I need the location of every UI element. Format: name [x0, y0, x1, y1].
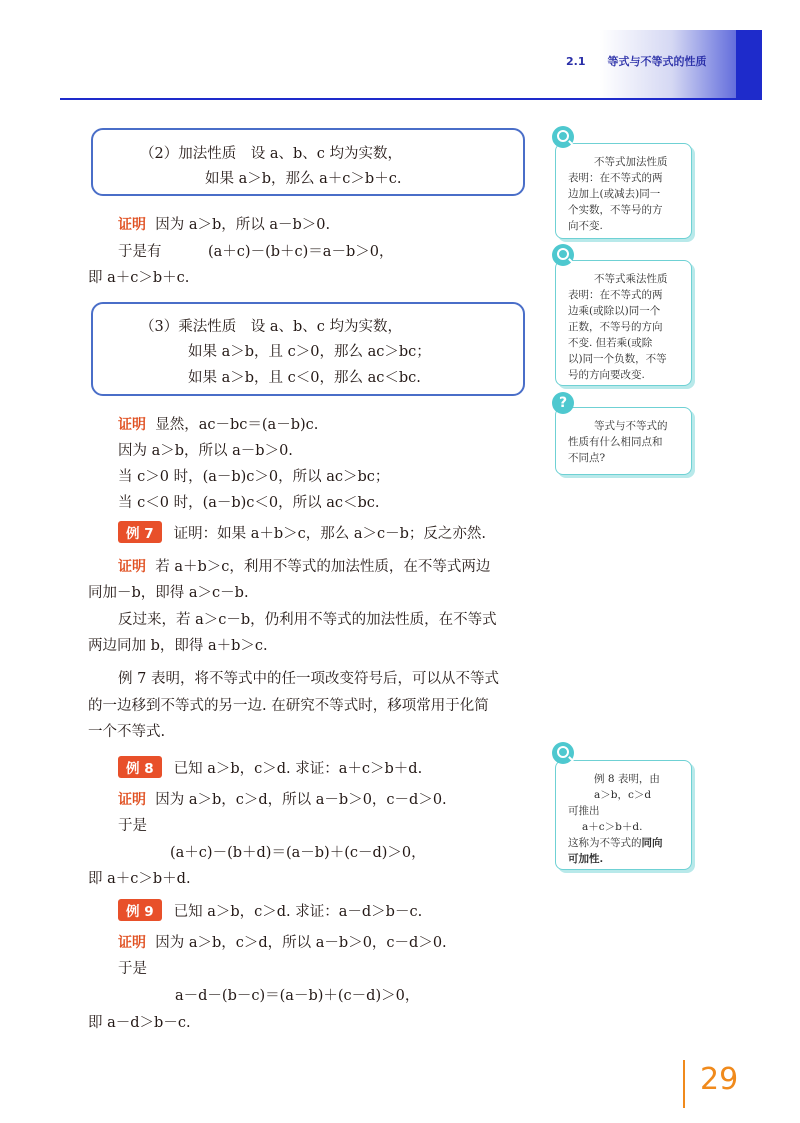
proof-keyword: 证明: [118, 217, 146, 233]
section-number: 2.1: [566, 55, 586, 68]
side-note-multiplication: 不等式乘法性质 表明：在不等式的两 边乘(或除以)同一个 正数，不等号的方向 不变. 但若乘(或除 以)同一个负数，不等 号的方向要改变.: [555, 260, 692, 386]
magnifier-icon: [552, 244, 574, 266]
addition-property-rule: 如果 a＞b，那么 a＋c＞b＋c.: [205, 171, 402, 187]
example8-proof-line1: 证明 因为 a＞b，c＞d，所以 a－b＞0，c－d＞0.: [118, 792, 447, 808]
example7-statement: 例 7 证明：如果 a＋b＞c，那么 a＞c－b；反之亦然.: [118, 521, 486, 543]
question-mark-icon: ?: [552, 392, 574, 414]
proof2-line4: 当 c＜0 时，(a－b)c＜0，所以 ac＜bc.: [118, 495, 380, 511]
header-blue-tab: [736, 30, 762, 100]
example8-statement: 例 8 已知 a＞b，c＞d. 求证：a＋c＞b＋d.: [118, 756, 422, 778]
multiplication-property-statement: （3）乘法性质 设 a、b、c 均为实数，: [140, 319, 402, 335]
example9-proof-line2: 于是: [118, 961, 147, 977]
proof1-line1: 证明 因为 a＞b，所以 a－b＞0.: [118, 217, 331, 233]
addition-property-statement: （2）加法性质 设 a、b、c 均为实数，: [140, 146, 402, 162]
header-rule: [60, 98, 762, 100]
proof2-line1: 证明 显然，ac－bc＝(a－b)c.: [118, 417, 319, 433]
magnifier-icon: [552, 126, 574, 148]
multiplication-property-rule1: 如果 a＞b，且 c＞0，那么 ac＞bc；: [188, 344, 431, 360]
page-number: 29: [700, 1062, 739, 1097]
proof2-line3: 当 c＞0 时，(a－b)c＞0，所以 ac＞bc；: [118, 469, 390, 485]
example7-label: 例 7: [118, 521, 162, 543]
proof-keyword: 证明: [118, 792, 146, 808]
example9-proof-line1: 证明 因为 a＞b，c＞d，所以 a－b＞0，c－d＞0.: [118, 935, 447, 951]
example8-proof-line3: (a＋c)－(b＋d)＝(a－b)＋(c－d)＞0，: [170, 845, 426, 861]
example9-proof-line3: a－d－(b－c)＝(a－b)＋(c－d)＞0，: [175, 988, 420, 1004]
proof1-line2a: 于是有: [118, 244, 162, 260]
example8-proof-line2: 于是: [118, 818, 147, 834]
proof1-line2b: (a＋c)－(b＋c)＝a－b＞0，: [208, 244, 394, 260]
proof2-line2: 因为 a＞b，所以 a－b＞0.: [118, 443, 293, 459]
proof1-line3: 即 a＋c＞b＋c.: [88, 270, 190, 286]
multiplication-property-rule2: 如果 a＞b，且 c＜0，那么 ac＜bc.: [188, 370, 421, 386]
proof-keyword: 证明: [118, 559, 146, 575]
example9-proof-line4: 即 a－d＞b－c.: [88, 1015, 191, 1031]
example7-proof-line1: 证明 若 a＋b＞c，利用不等式的加法性质，在不等式两边: [118, 559, 491, 575]
remark-line3: 一个不等式.: [88, 724, 166, 740]
side-note-question: 等式与不等式的 性质有什么相同点和 不同点?: [555, 407, 692, 475]
magnifier-icon: [552, 742, 574, 764]
example8-proof-line4: 即 a＋c＞b＋d.: [88, 871, 191, 887]
example7-proof-line3: 反过来，若 a＞c－b，仍利用不等式的加法性质，在不等式: [118, 612, 497, 628]
running-header: [566, 53, 707, 69]
proof-keyword: 证明: [118, 935, 146, 951]
example8-label: 例 8: [118, 756, 162, 778]
page-number-bar: [683, 1060, 685, 1108]
example7-proof-line2: 同加－b，即得 a＞c－b.: [88, 585, 249, 601]
side-note-example8: 例 8 表明，由 a＞b，c＞d 可推出 a＋c＞b＋d. 这称为不等式的同向 可加性.: [555, 760, 692, 870]
proof-keyword: 证明: [118, 417, 146, 433]
example9-label: 例 9: [118, 899, 162, 921]
side-note-addition: 不等式加法性质 表明：在不等式的两 边加上(或减去)同一 个实数，不等号的方 向不变.: [555, 143, 692, 239]
example9-statement: 例 9 已知 a＞b，c＞d. 求证：a－d＞b－c.: [118, 899, 422, 921]
example7-proof-line4: 两边同加 b，即得 a＋b＞c.: [88, 638, 268, 654]
remark-line2: 的一边移到不等式的另一边. 在研究不等式时，移项常用于化简: [88, 698, 489, 714]
section-title: 等式与不等式的性质: [607, 55, 707, 68]
remark-line1: 例 7 表明，将不等式中的任一项改变符号后，可以从不等式: [118, 671, 499, 687]
